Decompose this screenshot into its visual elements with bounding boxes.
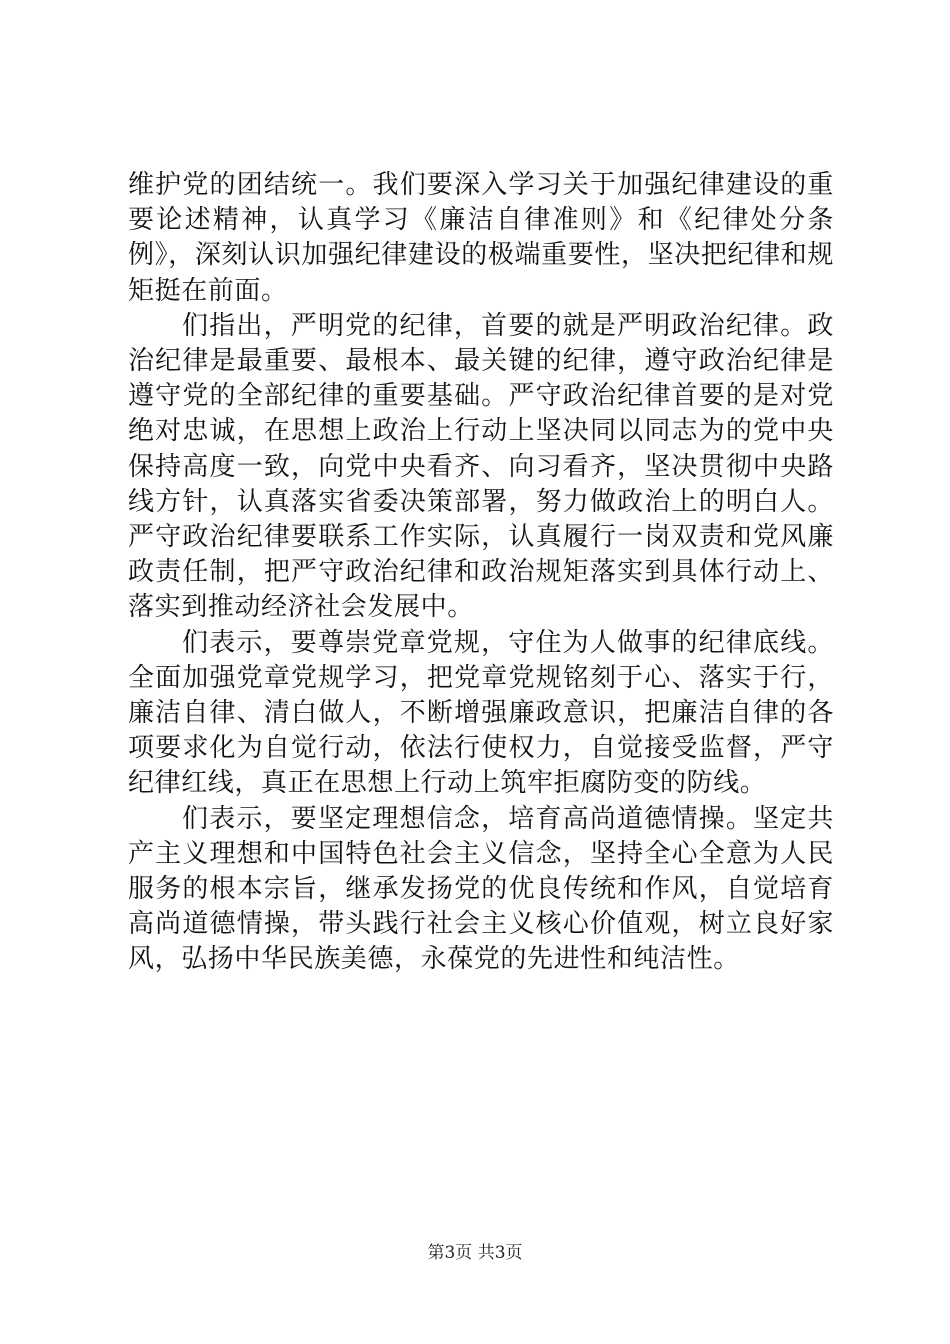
paragraph-2: 们指出，严明党的纪律，首要的就是严明政治纪律。政治纪律是最重要、最根本、最关键的纪律，遵守政治纪律是遵守党的全部纪律的重要基础。严守政治纪律首要的是对党绝对忠诚，在思想上政治上行动上坚决同以同志为的党中央保持高度一致，向党中央看齐、向习看齐，坚决贯彻中央路线方针，认真落实省委决策部署，努力做政治上的明白人。严守政治纪律要联系工作实际，认真履行一岗双责和党风廉政责任制，把严守政治纪律和政治规矩落实到具体行动上、落实到推动经济社会发展中。 [128, 310, 834, 623]
paragraph-4: 们表示，要坚定理想信念，培育高尚道德情操。坚定共产主义理想和中国特色社会主义信念，坚持全心全意为人民服务的根本宗旨，继承发扬党的优良传统和作风，自觉培育高尚道德情操，带头践行社会主义核心价值观，树立良好家风，弘扬中华民族美德，永葆党的先进性和纯洁性。 [128, 803, 834, 975]
document-body [128, 168, 834, 978]
page-number-footer: 第3页 共3页 [427, 1243, 523, 1263]
paragraph-1: 维护党的团结统一。我们要深入学习关于加强纪律建设的重要论述精神，认真学习《廉洁自律准则》和《纪律处分条例》，深刻认识加强纪律建设的极端重要性，坚决把纪律和规矩挺在前面。 [128, 170, 834, 306]
paragraph-3: 们表示，要尊崇党章党规，守住为人做事的纪律底线。全面加强党章党规学习，把党章党规铭刻于心、落实于行，廉洁自律、清白做人，不断增强廉政意识，把廉洁自律的各项要求化为自觉行动，依法行使权力，自觉接受监督，严守纪律红线，真正在思想上行动上筑牢拒腐防变的防线。 [128, 627, 834, 799]
